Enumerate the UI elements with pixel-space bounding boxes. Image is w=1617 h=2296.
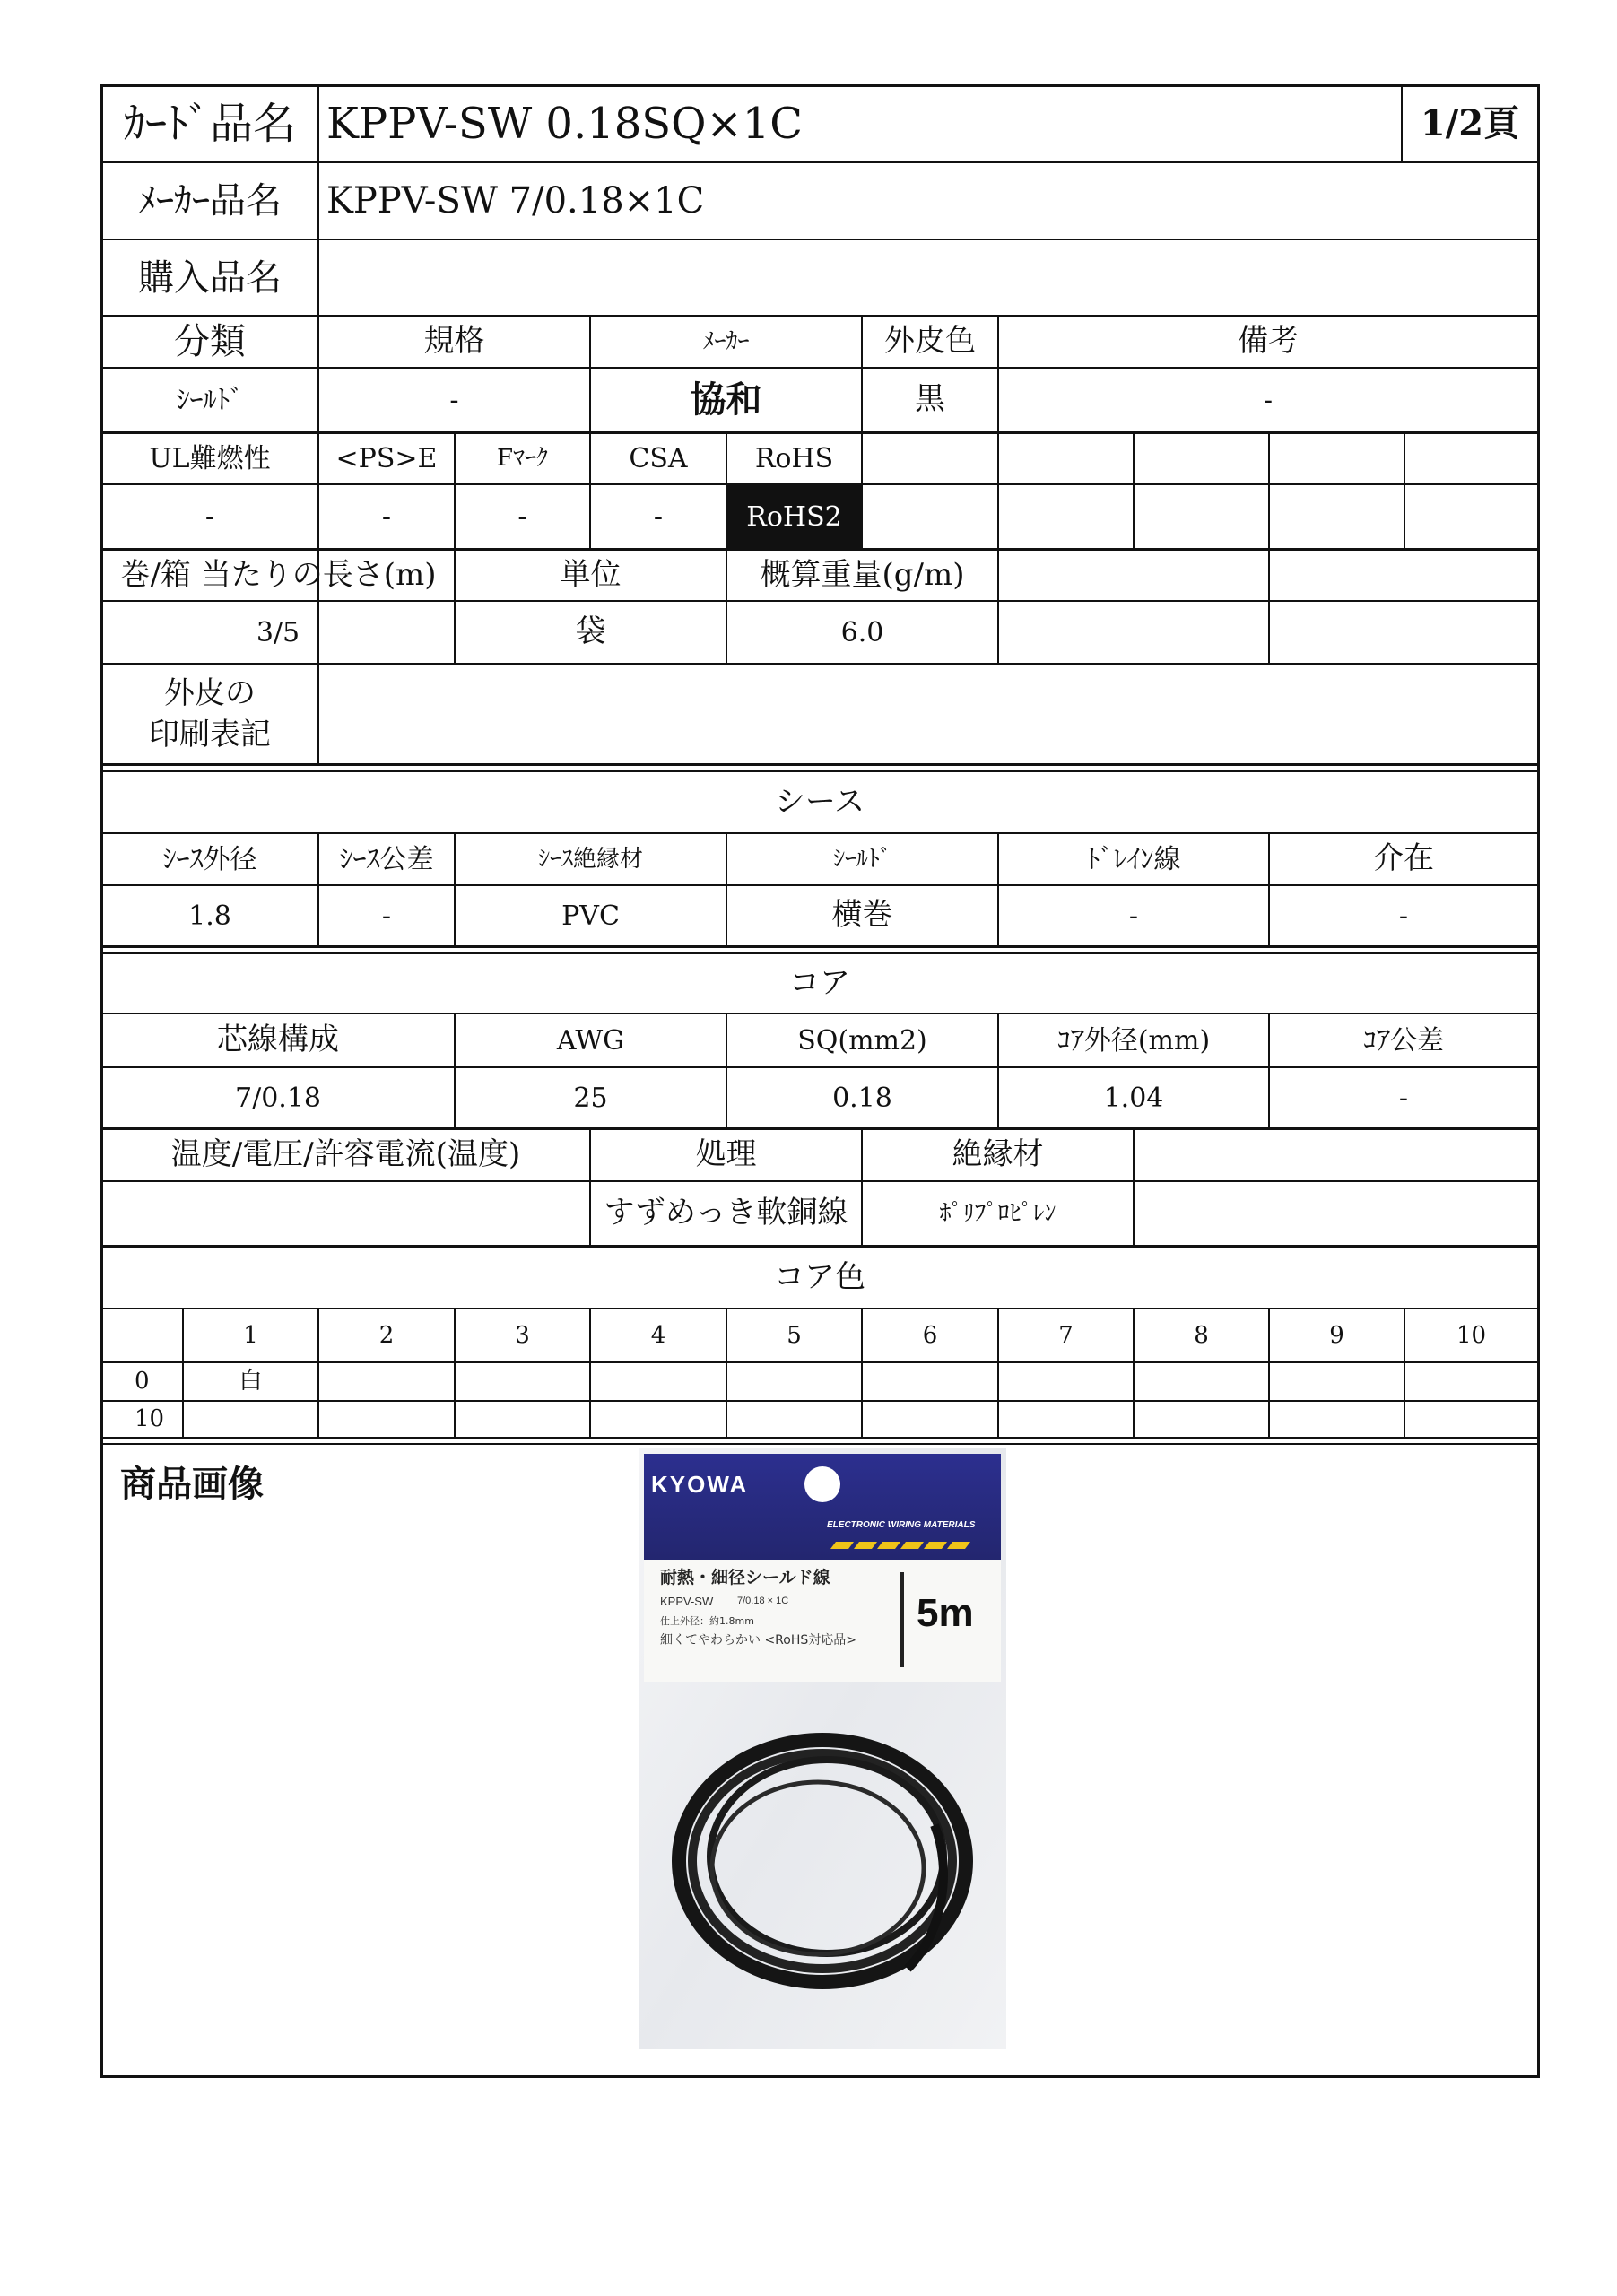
sheath-color-value: 黒 (915, 381, 945, 418)
print-label-line2: 印刷表記 (149, 716, 271, 752)
brand-logo: KYOWA (651, 1471, 749, 1498)
temp-header: 温度/電圧/許容電流(温度) (170, 1136, 521, 1173)
csa-header: CSA (629, 443, 688, 474)
remarks-header: 備考 (1238, 323, 1299, 360)
ul-value: - (204, 500, 215, 533)
package-length: 5m (917, 1591, 974, 1635)
rohs-value: RoHS2 (727, 485, 861, 548)
weight-value: 6.0 (840, 616, 884, 648)
insulation-header: 絶縁材 (952, 1136, 1044, 1173)
print-value (319, 665, 1537, 763)
sheath-color-header: 外皮色 (884, 323, 976, 360)
shield-header: ｼｰﾙﾄﾞ (832, 845, 891, 873)
core-title: コア (789, 964, 850, 1001)
purchase-name-label: 購入品名 (138, 257, 282, 299)
maker-name-label: ﾒｰｶｰ品名 (138, 180, 282, 222)
core-tolerance-header: ｺｱ公差 (1363, 1024, 1444, 1057)
length-value: 3/5 (256, 616, 300, 648)
color-col-4: 4 (650, 1321, 666, 1349)
sheath-insulation-value: PVC (561, 900, 620, 932)
print-label-line1: 外皮の (164, 675, 256, 712)
classification-header: 分類 (174, 321, 246, 362)
sheath-od-header: ｼｰｽ外径 (162, 843, 257, 875)
color-col-8: 8 (1194, 1321, 1209, 1349)
core-od-header: ｺｱ外径(mm) (1056, 1024, 1211, 1057)
unit-value: 袋 (575, 613, 606, 650)
standard-value: - (449, 384, 459, 416)
sheath-tolerance-header: ｼｰｽ公差 (339, 843, 434, 875)
package-finish: 仕上外径：約1.8mm (660, 1615, 754, 1627)
sq-header: SQ(mm2) (797, 1024, 927, 1057)
sheath-od-value: 1.8 (188, 900, 231, 932)
insulation-value: ﾎﾟﾘﾌﾟﾛﾋﾟﾚﾝ (939, 1199, 1056, 1227)
unit-header: 単位 (560, 556, 622, 593)
page-number: 1/2頁 (1420, 102, 1520, 144)
color-col-2: 2 (378, 1321, 395, 1349)
csa-value: - (653, 500, 664, 533)
drain-wire-header: ﾄﾞﾚｲﾝ線 (1086, 843, 1181, 875)
color-row-label: 0 (135, 1368, 150, 1396)
shield-value: 横巻 (831, 897, 893, 934)
purchase-name-value (319, 240, 1537, 315)
length-header: 巻/箱 当たりの長さ(m) (119, 556, 437, 593)
color-col-3: 3 (515, 1321, 530, 1349)
core-od-value: 1.04 (1103, 1082, 1164, 1114)
maker-value: 協和 (690, 378, 762, 421)
core-tolerance-value: - (1398, 1082, 1409, 1114)
standard-header: 規格 (423, 323, 485, 360)
color-col-5: 5 (787, 1321, 802, 1349)
core-color-title: コア色 (774, 1258, 865, 1295)
weight-header: 概算重量(g/m) (760, 556, 965, 593)
awg-value: 25 (573, 1082, 608, 1114)
color-col-7: 7 (1058, 1321, 1074, 1349)
sheath-insulation-header: ｼｰｽ絶縁材 (537, 845, 643, 873)
maker-name-value: KPPV-SW 7/0.18×1C (326, 180, 705, 222)
rohs-header: RoHS (754, 443, 834, 474)
sq-value: 0.18 (832, 1082, 892, 1114)
ul-header: UL難燃性 (149, 443, 271, 474)
awg-header: AWG (556, 1024, 625, 1057)
package-product-name: 耐熱・細径シールド線 (660, 1568, 830, 1587)
conductor-value: 7/0.18 (235, 1082, 321, 1114)
sheath-tolerance-value: - (381, 900, 392, 932)
product-image-label: 商品画像 (120, 1463, 264, 1505)
card-name-label: ｶｰﾄﾞ品名 (123, 98, 296, 149)
product-photo (639, 1448, 1006, 2049)
treatment-value: すずめっき軟銅線 (604, 1195, 848, 1231)
print-label (102, 665, 317, 763)
color-col-6: 6 (922, 1321, 938, 1349)
color-cell: 白 (239, 1368, 263, 1396)
color-col-9: 9 (1329, 1321, 1344, 1349)
color-col-10: 10 (1456, 1321, 1487, 1349)
package-note: 細くてやわらかい <RoHS対応品> (660, 1633, 856, 1648)
filler-value: - (1398, 900, 1409, 932)
filler-header: 介在 (1373, 840, 1434, 877)
package-model: KPPV-SW (660, 1595, 714, 1608)
conductor-header: 芯線構成 (217, 1022, 339, 1058)
f-mark-value: - (517, 500, 527, 533)
color-col-1: 1 (243, 1321, 258, 1349)
package-spec: 7/0.18 × 1C (737, 1596, 789, 1606)
pse-value: - (381, 500, 392, 533)
temp-value (102, 1182, 589, 1245)
maker-header: ﾒｰｶｰ (702, 327, 750, 355)
card-name-value: KPPV-SW 0.18SQ×1C (326, 98, 803, 149)
pse-header: <PS>E (335, 443, 438, 474)
f-mark-header: Fﾏｰｸ (496, 445, 549, 473)
band-text: ELECTRONIC WIRING MATERIALS (827, 1520, 976, 1530)
remarks-value: - (1263, 384, 1274, 416)
drain-wire-value: - (1128, 900, 1139, 932)
sheath-title: シース (774, 783, 865, 820)
color-row-label: 10 (135, 1405, 165, 1433)
classification-value: ｼｰﾙﾄﾞ (176, 384, 244, 416)
treatment-header: 処理 (695, 1136, 757, 1173)
